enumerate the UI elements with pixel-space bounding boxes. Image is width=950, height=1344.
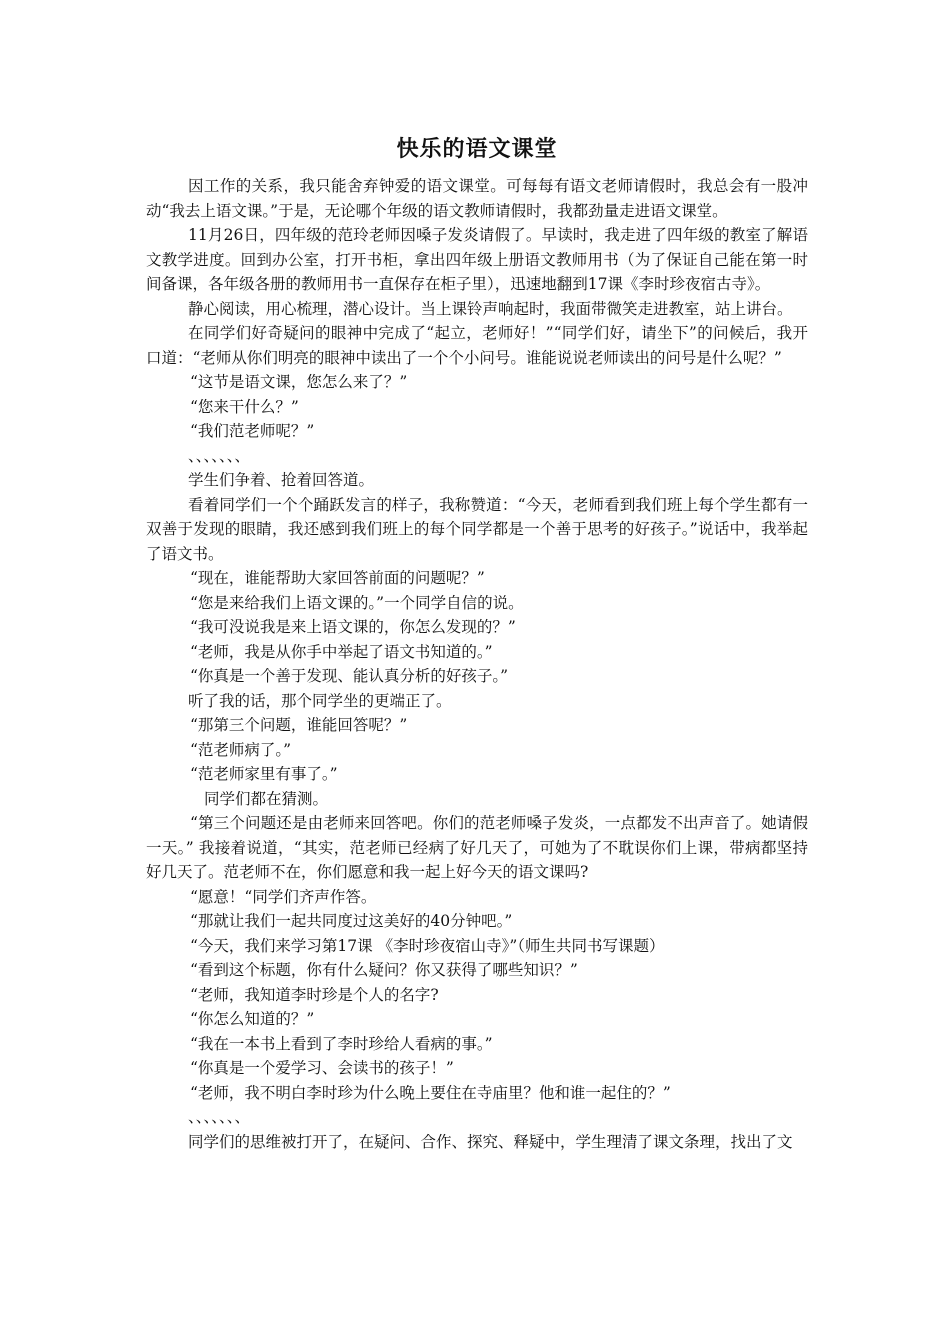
dialogue-line: “看到这个标题，你有什么疑问？你又获得了哪些知识？” bbox=[190, 961, 578, 979]
dialogue-line: “你真是一个爱学习、会读书的孩子！” bbox=[190, 1059, 454, 1077]
dialogue-line: “第三个问题还是由老师来回答吧。你们的范老师嗓子发炎，一点都发不出声音了。她请假一天。” 我接着说道，“其实，范老师已经病了好几天了，可她为了不耽误你们上课，带病都坚持好几天了。范老师不在，你们愿意和我一起上好今天的语文课吗? bbox=[146, 814, 808, 881]
paragraph: 同学们都在猜测。 bbox=[204, 789, 329, 808]
dialogue-line: “我在一本书上看到了李时珍给人看病的事。” bbox=[190, 1034, 493, 1053]
dialogue-line: “你真是一个善于发现、能认真分析的好孩子。” bbox=[190, 667, 509, 685]
paragraph: 在同学们好奇疑问的眼神中完成了“起立，老师好！”“同学们好，请坐下”的问候后，我开口道：“老师从你们明亮的眼神中读出了一个个小问号。谁能说说老师读出的问号是什么呢？” bbox=[146, 324, 808, 367]
document-title: 快乐的语文课堂 bbox=[396, 137, 558, 162]
dialogue-line: “那就让我们一起共同度过这美好的40分钟吧。” bbox=[190, 912, 513, 930]
dialogue-line: “我可没说我是来上语文课的，你怎么发现的？” bbox=[190, 618, 516, 636]
paragraph: 看着同学们一个个踊跃发言的样子，我称赞道：“今天，老师看到我们班上每个学生都有一双善于发现的眼睛，我还感到我们班上的每个同学都是一个善于思考的好孩子。”说话中，我举起了语文书。 bbox=[146, 495, 808, 563]
paragraph: 学生们争着、抢着回答道。 bbox=[188, 471, 375, 489]
dialogue-line: “您是来给我们上语文课的。”一个同学自信的说。 bbox=[190, 593, 524, 612]
paragraph: 11月26日，四年级的范玲老师因嗓子发炎请假了。早读时，我走进了四年级的教室了解语文教学进度。回到办公室，打开书柜，拿出四年级上册语文教师用书（为了保证自己能在第一时间备课，各年级各册的教师用书一直保存在柜子里），迅速地翻到17课《李时珍夜宿古寺》。 bbox=[146, 226, 808, 293]
document-body bbox=[146, 130, 808, 1154]
dialogue-line: “今天，我们来学习第17课 《李时珍夜宿山寺》”（师生共同书写课题） bbox=[190, 936, 665, 955]
dialogue-line: “现在，谁能帮助大家回答前面的问题呢？” bbox=[190, 569, 485, 587]
dialogue-line: “范老师家里有事了。” bbox=[190, 765, 338, 783]
dialogue-line: “你怎么知道的？” bbox=[190, 1010, 315, 1028]
dialogue-line: “老师，我不明白李时珍为什么晚上要住在寺庙里？他和谁一起住的？” bbox=[190, 1083, 671, 1102]
paragraph: 因工作的关系，我只能舍弃钟爱的语文课堂。可每每有语文老师请假时，我总会有一股冲动“我去上语文课。”于是，无论哪个年级的语文教师请假时，我都劲量走进语文课堂。 bbox=[146, 177, 808, 220]
paragraph: 同学们的思维被打开了，在疑问、合作、探究、释疑中，学生理清了课文条理，找出了文 bbox=[188, 1132, 793, 1151]
dialogue-line: “老师，我是从你手中举起了语文书知道的。” bbox=[190, 642, 493, 661]
dialogue-line: “这节是语文课，您怎么来了？” bbox=[190, 373, 408, 391]
paragraph: 静心阅读，用心梳理，潜心设计。当上课铃声响起时，我面带微笑走进教室，站上讲台。 bbox=[188, 299, 793, 318]
ellipsis-line: 、、、、、、、 bbox=[188, 446, 251, 465]
paragraph: 听了我的话，那个同学坐的更端正了。 bbox=[188, 691, 452, 710]
dialogue-line: “老师，我知道李时珍是个人的名字? bbox=[190, 985, 439, 1004]
dialogue-line: “我们范老师呢？” bbox=[190, 422, 315, 440]
dialogue-line: “那第三个问题，谁能回答呢？” bbox=[190, 716, 408, 734]
ellipsis-line: 、、、、、、、 bbox=[188, 1108, 251, 1126]
dialogue-line: “您来干什么？” bbox=[190, 397, 299, 416]
dialogue-line: “范老师病了。” bbox=[190, 740, 292, 759]
dialogue-line: “愿意！“同学们齐声作答。 bbox=[190, 887, 377, 906]
